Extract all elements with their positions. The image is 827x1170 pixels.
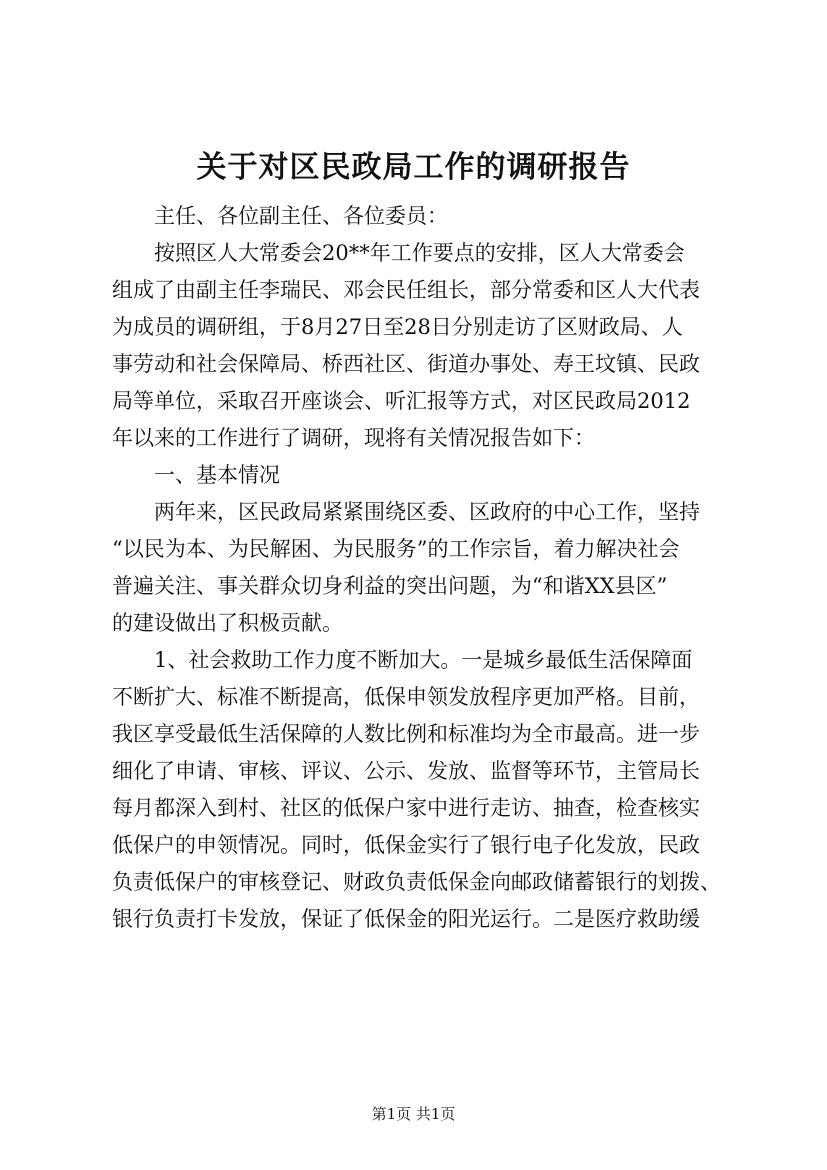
text-line: 按照区人大常委会20**年工作要点的安排，区人大常委会 bbox=[154, 241, 685, 265]
text-line: 负责低保户的审核登记、财政负责低保金向邮政储蓄银行的划拨、 bbox=[112, 870, 721, 894]
document-body bbox=[112, 198, 732, 938]
document-title: 关于对区民政局工作的调研报告 bbox=[196, 150, 631, 185]
text-line: 低保户的申领情况。同时，低保金实行了银行电子化发放，民政 bbox=[112, 833, 700, 857]
text-line: 为成员的调研组，于8月27日至28日分别走访了区财政局、人 bbox=[112, 315, 683, 339]
text-line: 局等单位，采取召开座谈会、听汇报等方式，对区民政局2012 bbox=[112, 389, 691, 413]
text-line: 细化了申请、审核、评议、公示、发放、监督等环节，主管局长 bbox=[112, 759, 700, 783]
text-line: “以民为本、为民解困、为民服务”的工作宗旨，着力解决社会 bbox=[112, 537, 680, 561]
text-line: 组成了由副主任李瑞民、邓会民任组长，部分常委和区人大代表 bbox=[112, 278, 700, 302]
text-line: 事劳动和社会保障局、桥西社区、街道办事处、寿王坟镇、民政 bbox=[112, 352, 700, 376]
text-line: 两年来，区民政局紧紧围绕区委、区政府的中心工作，坚持 bbox=[154, 500, 700, 524]
text-line: 主任、各位副主任、各位委员： bbox=[154, 204, 448, 228]
text-line: 的建设做出了积极贡献。 bbox=[112, 611, 343, 635]
text-line: 不断扩大、标准不断提高，低保申领发放程序更加严格。目前， bbox=[112, 685, 700, 709]
text-line: 年以来的工作进行了调研，现将有关情况报告如下： bbox=[112, 426, 595, 450]
text-line: 1、社会救助工作力度不断加大。一是城乡最低生活保障面 bbox=[154, 648, 693, 672]
text-line: 每月都深入到村、社区的低保户家中进行走访、抽查，检查核实 bbox=[112, 796, 700, 820]
text-line: 银行负责打卡发放，保证了低保金的阳光运行。二是医疗救助缓 bbox=[112, 907, 700, 931]
text-line: 我区享受最低生活保障的人数比例和标准均为全市最高。进一步 bbox=[112, 722, 700, 746]
text-line: 普遍关注、事关群众切身利益的突出问题，为“和谐XX县区” bbox=[112, 574, 668, 598]
text-line: 一、基本情况 bbox=[154, 463, 280, 487]
page-footer: 第1页 共1页 bbox=[371, 1105, 456, 1123]
